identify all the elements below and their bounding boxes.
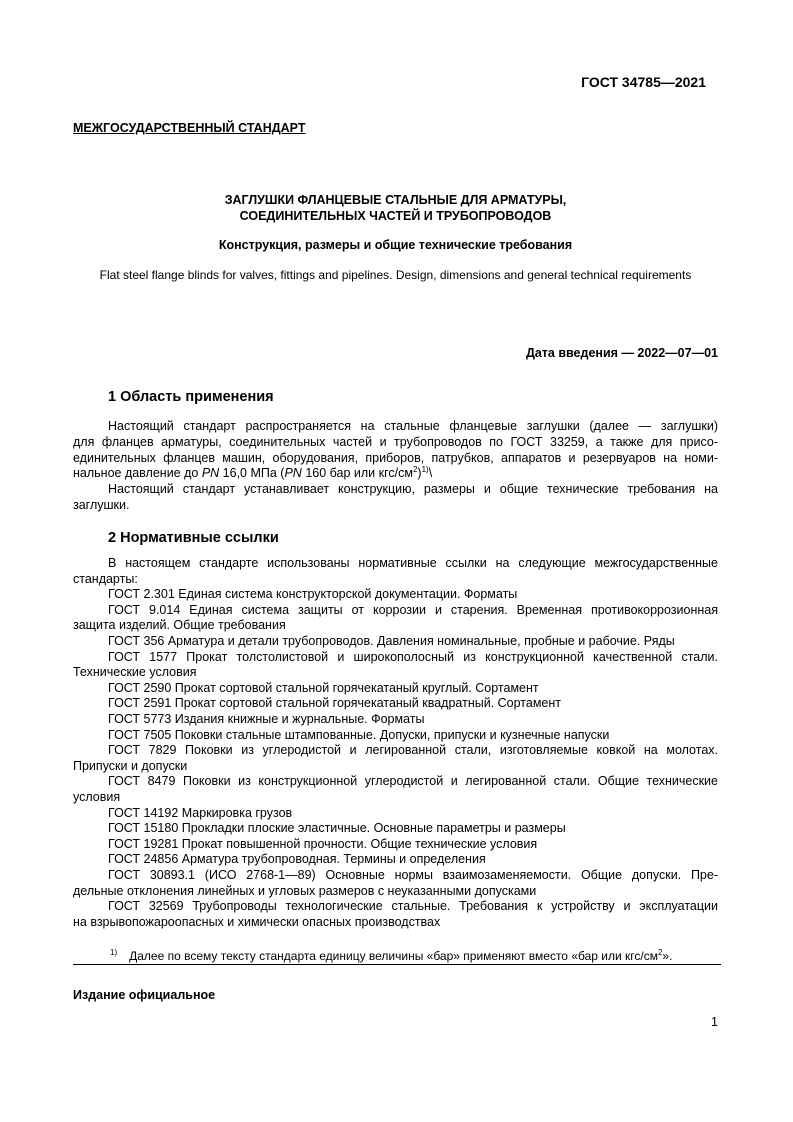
- reference-continuation: Припуски и допуски: [73, 759, 188, 773]
- page-number: 1: [711, 1015, 718, 1029]
- official-edition-label: Издание официальное: [73, 988, 216, 1002]
- section-2-heading: 2 Нормативные ссылки: [108, 530, 279, 546]
- reference-item: ГОСТ 2590 Прокат сортовой стальной горячекатаный круглый. Сортамент: [108, 681, 539, 695]
- reference-item: ГОСТ 7829 Поковки из углеродистой и легированной стали, изготовляемые ковкой на молотах.: [108, 743, 718, 757]
- footnote-mark: 1): [110, 948, 118, 957]
- reference-item: ГОСТ 9.014 Единая система защиты от коррозии и старения. Временная противокоррозионная: [108, 603, 718, 617]
- document-subtitle: Конструкция, размеры и общие технические требования: [218, 238, 573, 252]
- paragraph-line: Настоящий стандарт устанавливает конструкцию, размеры и общие технические требования на: [108, 482, 718, 496]
- footnote: $^{1)}$ Далее по всему тексту стандарта единицу величины «бар» применяют вместо «бар или кгс/$см^2$».: [110, 948, 673, 963]
- document-title-line-1: ЗАГЛУШКИ ФЛАНЦЕВЫЕ СТАЛЬНЫЕ ДЛЯ АРМАТУРЫ,: [224, 193, 567, 207]
- paragraph-line: заглушки.: [73, 498, 130, 512]
- section-1-heading: 1 Область применения: [108, 389, 274, 405]
- reference-item: ГОСТ 19281 Прокат повышенной прочности. Общие технические условия: [108, 837, 538, 851]
- reference-continuation: на взрывопожароопасных и химически опасных производствах: [73, 915, 441, 929]
- reference-item: ГОСТ 30893.1 (ИСО 2768-1—89) Основные нормы взаимозаменяемости. Общие допуски. Пре-: [108, 868, 718, 882]
- reference-item: ГОСТ 24856 Арматура трубопроводная. Термины и определения: [108, 852, 486, 866]
- reference-item: ГОСТ 14192 Маркировка грузов: [108, 806, 293, 820]
- reference-item: ГОСТ 7505 Поковки стальные штампованные. Допуски, припуски и кузнечные напуски: [108, 728, 610, 742]
- standard-number: ГОСТ 34785—2021: [581, 74, 706, 90]
- reference-continuation: дельные отклонения линейных и угловых размеров с неуказанными допусками: [73, 884, 537, 898]
- reference-continuation: стандарты:: [73, 572, 138, 586]
- introduction-date: Дата введения — 2022—07—01: [525, 346, 718, 360]
- reference-continuation: защита изделий. Общие требования: [73, 618, 286, 632]
- footnote-reference[interactable]: 1): [421, 464, 429, 474]
- reference-continuation: условия: [73, 790, 121, 804]
- reference-item: ГОСТ 356 Арматура и детали трубопроводов. Давления номинальные, пробные и рабочие. Ряды: [108, 634, 675, 648]
- interstate-standard-label: МЕЖГОСУДАРСТВЕННЫЙ СТАНДАРТ: [73, 121, 306, 135]
- reference-item: ГОСТ 32569 Трубопроводы технологические стальные. Требования к устройству и эксплуатации: [108, 899, 718, 913]
- paragraph-line: нальное давление до PN 16,0 МПа (PN 160 бар или кгс/$см^2)^{1)}\backslash$: [73, 464, 433, 480]
- reference-item: ГОСТ 8479 Поковки из конструкционной углеродистой и легированной стали. Общие технические: [108, 774, 718, 788]
- reference-item: В настоящем стандарте использованы нормативные ссылки на следующие межгосударственные: [108, 556, 718, 570]
- paragraph-line: Настоящий стандарт распространяется на стальные фланцевые заглушки (далее — заглушки): [108, 419, 718, 433]
- english-title: Flat steel flange blinds for valves, fittings and pipelines. Design, dimensions and general technical requirements: [99, 268, 692, 282]
- footnote-divider: [73, 964, 721, 965]
- reference-item: ГОСТ 15180 Прокладки плоские эластичные. Основные параметры и размеры: [108, 821, 566, 835]
- reference-continuation: Технические условия: [73, 665, 197, 679]
- reference-item: ГОСТ 5773 Издания книжные и журнальные. Форматы: [108, 712, 425, 726]
- paragraph-line: единительных фланцев машин, оборудования, приборов, патрубков, аппаратов и резервуаров на номи-: [73, 451, 718, 465]
- reference-item: ГОСТ 1577 Прокат толстолистовой и широкополосный из конструкционной качественной стали.: [108, 650, 718, 664]
- document-title-line-2: СОЕДИНИТЕЛЬНЫХ ЧАСТЕЙ И ТРУБОПРОВОДОВ: [239, 209, 552, 223]
- reference-item: ГОСТ 2.301 Единая система конструкторской документации. Форматы: [108, 587, 518, 601]
- paragraph-line: для фланцев арматуры, соединительных частей и трубопроводов по ГОСТ 33259, а также для присо-: [73, 435, 718, 449]
- reference-item: ГОСТ 2591 Прокат сортовой стальной горячекатаный квадратный. Сортамент: [108, 696, 561, 710]
